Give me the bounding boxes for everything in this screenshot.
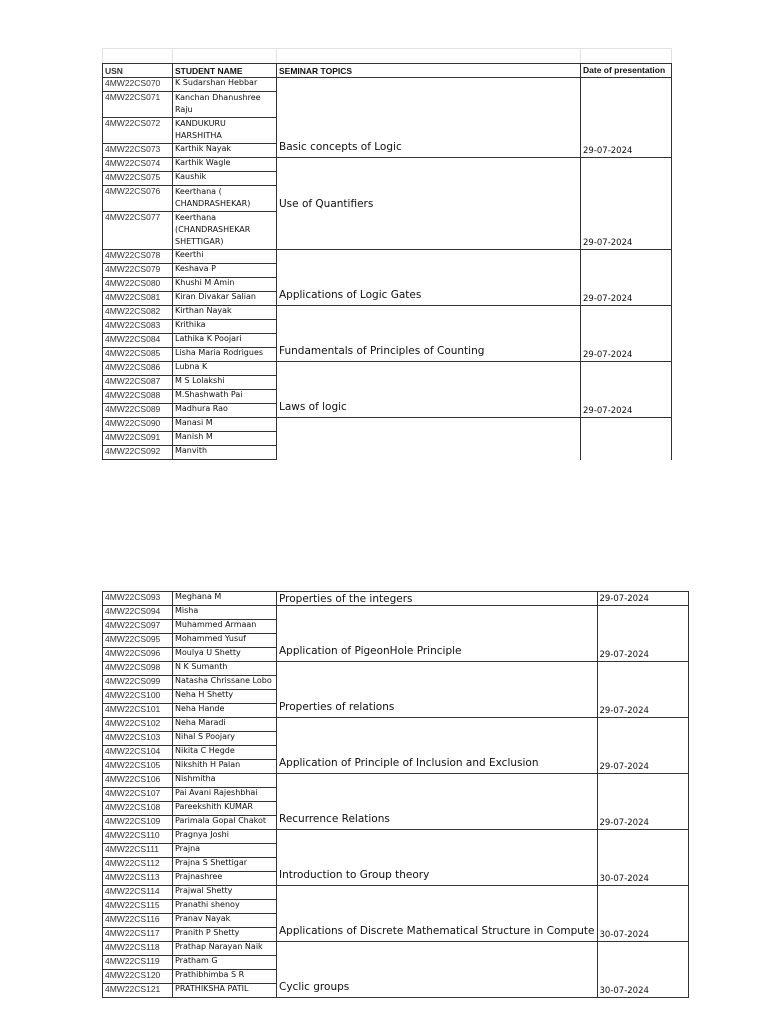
usn-cell: 4MW22CS114 (103, 886, 173, 900)
topic-cell: Recurrence Relations (277, 774, 598, 830)
name-cell: Neha Hande (173, 704, 277, 718)
table-row (103, 942, 689, 956)
usn-cell: 4MW22CS109 (103, 816, 173, 830)
name-cell: Neha H Shetty (173, 690, 277, 704)
topic-cell: Applications of Logic Gates (277, 250, 581, 306)
table-row (103, 362, 672, 376)
topic-cell: Cyclic groups (277, 942, 598, 998)
date-cell: 30-07-2024 (597, 942, 688, 998)
name-cell: Keerthana ( CHANDRASHEKAR) (173, 186, 277, 212)
usn-cell: 4MW22CS119 (103, 956, 173, 970)
topic-cell: Properties of the integers (277, 592, 598, 606)
usn-cell: 4MW22CS105 (103, 760, 173, 774)
date-cell: 29-07-2024 (581, 306, 672, 362)
usn-cell: 4MW22CS080 (103, 278, 173, 292)
topic-cell: Applications of Discrete Mathematical Structure in Compute (277, 886, 598, 942)
name-cell: Pranav Nayak (173, 914, 277, 928)
usn-cell: 4MW22CS081 (103, 292, 173, 306)
name-cell: M S Lolakshi (173, 376, 277, 390)
usn-cell: 4MW22CS102 (103, 718, 173, 732)
name-cell: Prajna S Shettigar (173, 858, 277, 872)
name-cell: Kirthan Nayak (173, 306, 277, 320)
name-cell: Khushi M Amin (173, 278, 277, 292)
date-cell: 29-07-2024 (581, 78, 672, 158)
table-row (103, 830, 689, 844)
usn-cell: 4MW22CS087 (103, 376, 173, 390)
usn-cell: 4MW22CS078 (103, 250, 173, 264)
topic-cell: Properties of relations (277, 662, 598, 718)
usn-cell: 4MW22CS096 (103, 648, 173, 662)
name-cell: Keerthi (173, 250, 277, 264)
name-cell: Prajwal Shetty (173, 886, 277, 900)
usn-cell: 4MW22CS079 (103, 264, 173, 278)
name-cell: Pratham G (173, 956, 277, 970)
seminar-topics-header: SEMINAR TOPICS (277, 64, 581, 78)
usn-cell: 4MW22CS077 (103, 212, 173, 250)
usn-cell: 4MW22CS085 (103, 348, 173, 362)
usn-cell: 4MW22CS093 (103, 592, 173, 606)
usn-cell: 4MW22CS084 (103, 334, 173, 348)
date-cell: 29-07-2024 (597, 606, 688, 662)
name-cell: Pranith P Shetty (173, 928, 277, 942)
name-cell: Manish M (173, 432, 277, 446)
usn-cell: 4MW22CS100 (103, 690, 173, 704)
name-cell: Neha Maradi (173, 718, 277, 732)
date-cell: 29-07-2024 (581, 158, 672, 250)
usn-cell: 4MW22CS118 (103, 942, 173, 956)
usn-cell: 4MW22CS091 (103, 432, 173, 446)
name-cell: Prathibhimba S R (173, 970, 277, 984)
name-cell: Karthik Wagle (173, 158, 277, 172)
table-row (103, 592, 689, 606)
name-cell: Madhura Rao (173, 404, 277, 418)
usn-cell: 4MW22CS117 (103, 928, 173, 942)
table-row (103, 774, 689, 788)
usn-cell: 4MW22CS095 (103, 634, 173, 648)
date-cell: 29-07-2024 (597, 718, 688, 774)
date-cell: 29-07-2024 (597, 662, 688, 718)
name-cell: PRATHIKSHA PATIL (173, 984, 277, 998)
topic-cell: Application of PigeonHole Principle (277, 606, 598, 662)
usn-cell: 4MW22CS092 (103, 446, 173, 460)
usn-cell: 4MW22CS106 (103, 774, 173, 788)
usn-cell: 4MW22CS115 (103, 900, 173, 914)
name-cell: Pranathi shenoy (173, 900, 277, 914)
topic-cell: Use of Quantifiers (277, 158, 581, 250)
usn-cell: 4MW22CS103 (103, 732, 173, 746)
seminar-table-1 (102, 48, 672, 460)
usn-cell: 4MW22CS104 (103, 746, 173, 760)
usn-cell: 4MW22CS121 (103, 984, 173, 998)
name-cell: Prajna (173, 844, 277, 858)
name-cell: Karthik Nayak (173, 144, 277, 158)
name-cell: Krithika (173, 320, 277, 334)
name-cell: Nishmitha (173, 774, 277, 788)
name-cell: Meghana M (173, 592, 277, 606)
usn-cell: 4MW22CS108 (103, 802, 173, 816)
header-row (103, 64, 672, 78)
seminar-table-2 (102, 591, 689, 998)
usn-cell: 4MW22CS082 (103, 306, 173, 320)
student-name-header: STUDENT NAME (173, 64, 277, 78)
usn-cell: 4MW22CS071 (103, 92, 173, 118)
usn-cell: 4MW22CS088 (103, 390, 173, 404)
table-row (103, 606, 689, 620)
usn-cell: 4MW22CS101 (103, 704, 173, 718)
usn-cell: 4MW22CS097 (103, 620, 173, 634)
name-cell: Kanchan Dhanushree Raju (173, 92, 277, 118)
date-cell: 30-07-2024 (597, 886, 688, 942)
topic-cell: Application of Principle of Inclusion and Exclusion (277, 718, 598, 774)
usn-cell: 4MW22CS113 (103, 872, 173, 886)
usn-cell: 4MW22CS094 (103, 606, 173, 620)
name-cell: Manasi M (173, 418, 277, 432)
name-cell: Lubna K (173, 362, 277, 376)
topic-cell: Fundamentals of Principles of Counting (277, 306, 581, 362)
topic-cell: Laws of logic (277, 362, 581, 418)
name-cell: Kaushik (173, 172, 277, 186)
usn-cell: 4MW22CS110 (103, 830, 173, 844)
name-cell: Nihal S Poojary (173, 732, 277, 746)
name-cell: N K Sumanth (173, 662, 277, 676)
usn-cell: 4MW22CS090 (103, 418, 173, 432)
topic-cell: Introduction to Group theory (277, 830, 598, 886)
name-cell: Nikita C Hegde (173, 746, 277, 760)
usn-cell: 4MW22CS120 (103, 970, 173, 984)
name-cell: Mohammed Yusuf (173, 634, 277, 648)
usn-cell: 4MW22CS099 (103, 676, 173, 690)
date-cell (581, 418, 672, 460)
name-cell: Pai Avani Rajeshbhai (173, 788, 277, 802)
table-row (103, 306, 672, 320)
date-cell: 29-07-2024 (597, 774, 688, 830)
table-row (103, 886, 689, 900)
name-cell: Kiran Divakar Salian (173, 292, 277, 306)
name-cell: Prajnashree (173, 872, 277, 886)
usn-cell: 4MW22CS070 (103, 78, 173, 92)
name-cell: Keerthana (CHANDRASHEKAR SHETTIGAR) (173, 212, 277, 250)
name-cell: Muhammed Armaan (173, 620, 277, 634)
name-cell: Keshava P (173, 264, 277, 278)
date-cell: 29-07-2024 (581, 362, 672, 418)
name-cell: Lisha Maria Rodrigues (173, 348, 277, 362)
usn-header: USN (103, 64, 173, 78)
usn-cell: 4MW22CS107 (103, 788, 173, 802)
table-row (103, 718, 689, 732)
usn-cell: 4MW22CS083 (103, 320, 173, 334)
name-cell: Pragnya Joshi (173, 830, 277, 844)
name-cell: Pareekshith KUMAR (173, 802, 277, 816)
usn-cell: 4MW22CS072 (103, 118, 173, 144)
date-cell: 30-07-2024 (597, 830, 688, 886)
name-cell: M.Shashwath Pai (173, 390, 277, 404)
usn-cell: 4MW22CS111 (103, 844, 173, 858)
table-row (103, 158, 672, 172)
usn-cell: 4MW22CS073 (103, 144, 173, 158)
date-header: Date of presentation (581, 64, 672, 78)
table-row (103, 662, 689, 676)
usn-cell: 4MW22CS076 (103, 186, 173, 212)
name-cell: Prathap Narayan Naik (173, 942, 277, 956)
usn-cell: 4MW22CS086 (103, 362, 173, 376)
table-row (103, 250, 672, 264)
topic-cell: Basic concepts of Logic (277, 78, 581, 158)
usn-cell: 4MW22CS112 (103, 858, 173, 872)
usn-cell: 4MW22CS074 (103, 158, 173, 172)
name-cell: Natasha Chrissane Lobo (173, 676, 277, 690)
name-cell: Lathika K Poojari (173, 334, 277, 348)
topic-cell (277, 418, 581, 460)
name-cell: Moulya U Shetty (173, 648, 277, 662)
date-cell: 29-07-2024 (581, 250, 672, 306)
name-cell: Nikshith H Palan (173, 760, 277, 774)
blank-row (103, 49, 672, 64)
usn-cell: 4MW22CS089 (103, 404, 173, 418)
date-cell: 29-07-2024 (597, 592, 688, 606)
usn-cell: 4MW22CS075 (103, 172, 173, 186)
name-cell: Misha (173, 606, 277, 620)
name-cell: KANDUKURU HARSHITHA (173, 118, 277, 144)
usn-cell: 4MW22CS098 (103, 662, 173, 676)
usn-cell: 4MW22CS116 (103, 914, 173, 928)
name-cell: Parimala Gopal Chakot (173, 816, 277, 830)
name-cell: Manvith (173, 446, 277, 460)
table-row (103, 78, 672, 92)
name-cell: K Sudarshan Hebbar (173, 78, 277, 92)
table-row (103, 418, 672, 432)
